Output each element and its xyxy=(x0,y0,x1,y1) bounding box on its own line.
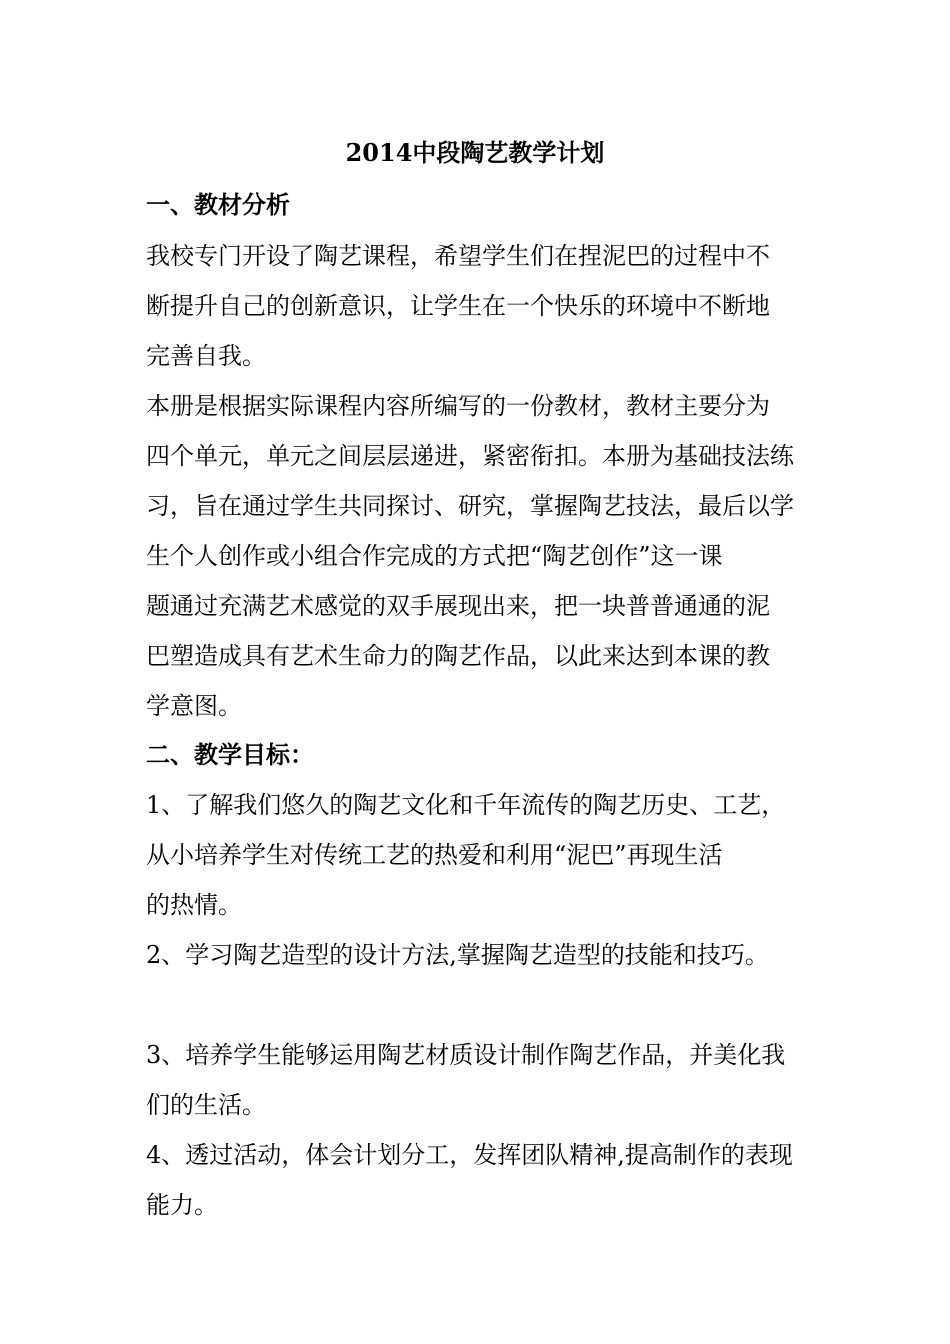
goal-line: 们的生活。 xyxy=(146,1091,266,1119)
paragraph-line: 题通过充满艺术感觉的双手展现出来，把一块普普通通的泥 xyxy=(146,592,770,620)
goal-line: 从小培养学生对传统工艺的热爱和利用“泥巴”再现生活 xyxy=(146,841,723,869)
goal-line: 4、透过活动，体会计划分工，发挥团队精神,提高制作的表现 xyxy=(146,1141,793,1169)
goal-line: 的热情。 xyxy=(146,891,242,919)
paragraph-line: 断提升自己的创新意识，让学生在一个快乐的环境中不断地 xyxy=(146,292,770,320)
paragraph-line: 四个单元，单元之间层层递进，紧密衔扣。本册为基础技法练 xyxy=(146,442,794,470)
document-title: 2014中段陶艺教学计划 xyxy=(345,138,605,167)
paragraph-line: 巴塑造成具有艺术生命力的陶艺作品，以此来达到本课的教 xyxy=(146,642,770,670)
paragraph-line: 学意图。 xyxy=(146,692,242,720)
paragraph-line: 生个人创作或小组合作完成的方式把“陶艺创作”这一课 xyxy=(146,542,723,570)
section-heading-materials: 一、教材分析 xyxy=(146,190,290,219)
goal-line: 1、了解我们悠久的陶艺文化和千年流传的陶艺历史、工艺， xyxy=(146,791,786,819)
goal-line: 3、培养学生能够运用陶艺材质设计制作陶艺作品，并美化我 xyxy=(146,1041,786,1069)
goal-line: 能力。 xyxy=(146,1191,218,1219)
paragraph-line: 完善自我。 xyxy=(146,342,266,370)
paragraph-line: 习，旨在通过学生共同探讨、研究，掌握陶艺技法，最后以学 xyxy=(146,492,794,520)
section-heading-goals: 二、教学目标： xyxy=(146,740,314,769)
paragraph-line: 本册是根据实际课程内容所编写的一份教材，教材主要分为 xyxy=(146,392,770,420)
paragraph-line: 我校专门开设了陶艺课程，希望学生们在捏泥巴的过程中不 xyxy=(146,242,770,270)
goal-line: 2、学习陶艺造型的设计方法,掌握陶艺造型的技能和技巧。 xyxy=(146,941,769,969)
